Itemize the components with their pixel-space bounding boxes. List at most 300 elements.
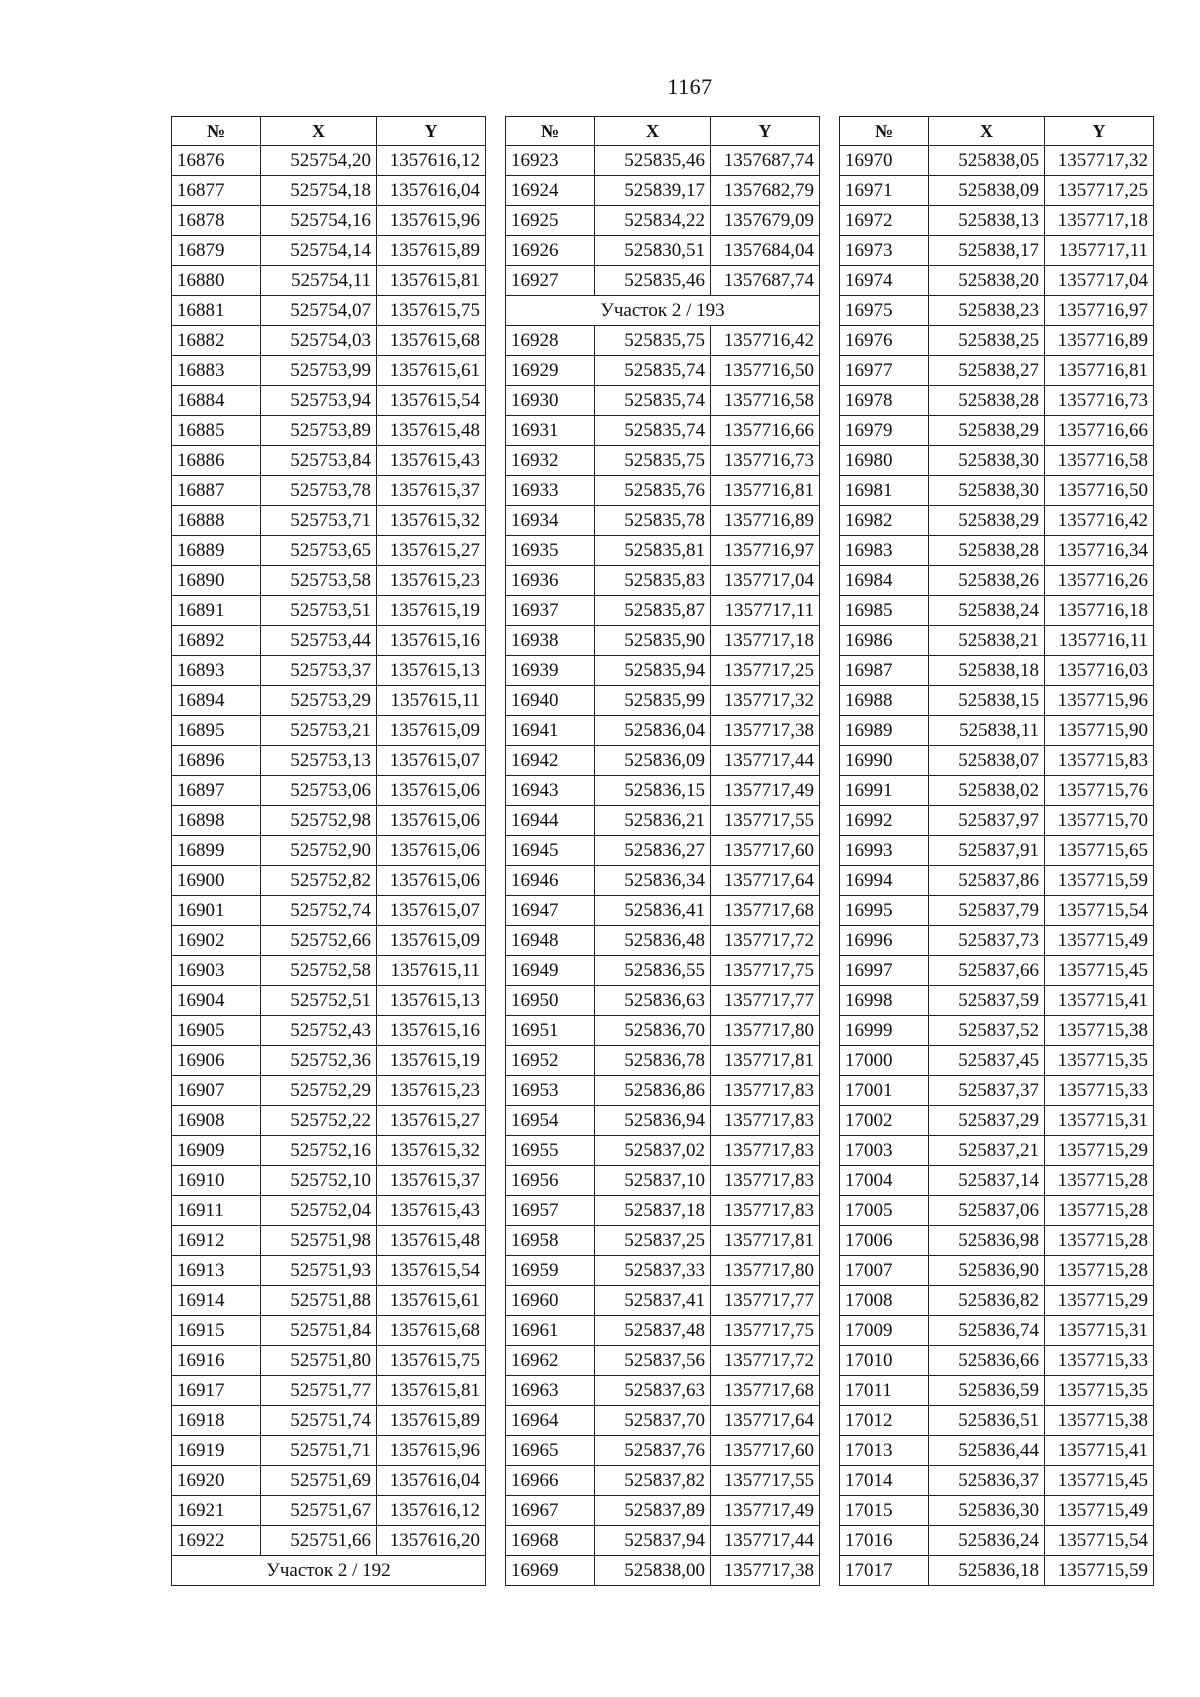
table-row xyxy=(840,536,1154,566)
table-row xyxy=(840,1106,1154,1136)
y-coordinate-cell: 1357717,72 xyxy=(711,1346,820,1376)
x-coordinate-cell: 525836,86 xyxy=(595,1076,711,1106)
table-row xyxy=(172,386,486,416)
point-number-cell: 16938 xyxy=(506,626,595,656)
x-coordinate-cell: 525835,78 xyxy=(595,506,711,536)
point-number-cell: 16970 xyxy=(840,146,929,176)
table-row xyxy=(172,146,486,176)
y-coordinate-cell: 1357615,89 xyxy=(377,236,486,266)
table-row xyxy=(506,656,820,686)
point-number-cell: 16876 xyxy=(172,146,261,176)
x-coordinate-cell: 525836,41 xyxy=(595,896,711,926)
table-row xyxy=(172,1076,486,1106)
point-number-cell: 17002 xyxy=(840,1106,929,1136)
y-coordinate-cell: 1357716,73 xyxy=(1045,386,1154,416)
y-coordinate-cell: 1357615,43 xyxy=(377,446,486,476)
x-coordinate-cell: 525753,99 xyxy=(261,356,377,386)
point-number-cell: 16956 xyxy=(506,1166,595,1196)
column-header-x: X xyxy=(261,117,377,146)
table-row xyxy=(840,1136,1154,1166)
y-coordinate-cell: 1357715,59 xyxy=(1045,1556,1154,1586)
x-coordinate-cell: 525837,89 xyxy=(595,1496,711,1526)
y-coordinate-cell: 1357715,49 xyxy=(1045,926,1154,956)
table-row xyxy=(506,866,820,896)
y-coordinate-cell: 1357717,55 xyxy=(711,1466,820,1496)
x-coordinate-cell: 525835,94 xyxy=(595,656,711,686)
x-coordinate-cell: 525837,86 xyxy=(929,866,1045,896)
x-coordinate-cell: 525753,65 xyxy=(261,536,377,566)
x-coordinate-cell: 525752,16 xyxy=(261,1136,377,1166)
table-row xyxy=(506,566,820,596)
x-coordinate-cell: 525754,07 xyxy=(261,296,377,326)
x-coordinate-cell: 525836,74 xyxy=(929,1316,1045,1346)
x-coordinate-cell: 525836,94 xyxy=(595,1106,711,1136)
point-number-cell: 16984 xyxy=(840,566,929,596)
x-coordinate-cell: 525753,21 xyxy=(261,716,377,746)
y-coordinate-cell: 1357615,09 xyxy=(377,716,486,746)
y-coordinate-cell: 1357715,45 xyxy=(1045,956,1154,986)
y-coordinate-cell: 1357715,33 xyxy=(1045,1346,1154,1376)
y-coordinate-cell: 1357716,89 xyxy=(711,506,820,536)
x-coordinate-cell: 525837,73 xyxy=(929,926,1045,956)
table-row xyxy=(172,1286,486,1316)
point-number-cell: 16886 xyxy=(172,446,261,476)
x-coordinate-cell: 525753,58 xyxy=(261,566,377,596)
y-coordinate-cell: 1357717,83 xyxy=(711,1106,820,1136)
y-coordinate-cell: 1357715,35 xyxy=(1045,1046,1154,1076)
table-row xyxy=(840,1166,1154,1196)
point-number-cell: 16941 xyxy=(506,716,595,746)
table-row xyxy=(840,926,1154,956)
y-coordinate-cell: 1357717,64 xyxy=(711,866,820,896)
y-coordinate-cell: 1357717,83 xyxy=(711,1166,820,1196)
point-number-cell: 16880 xyxy=(172,266,261,296)
table-row xyxy=(506,956,820,986)
table-row xyxy=(506,746,820,776)
x-coordinate-cell: 525835,90 xyxy=(595,626,711,656)
point-number-cell: 16964 xyxy=(506,1406,595,1436)
point-number-cell: 16885 xyxy=(172,416,261,446)
x-coordinate-cell: 525751,66 xyxy=(261,1526,377,1556)
point-number-cell: 16906 xyxy=(172,1046,261,1076)
y-coordinate-cell: 1357717,81 xyxy=(711,1226,820,1256)
point-number-cell: 16979 xyxy=(840,416,929,446)
x-coordinate-cell: 525752,98 xyxy=(261,806,377,836)
table-row xyxy=(172,806,486,836)
x-coordinate-cell: 525837,59 xyxy=(929,986,1045,1016)
y-coordinate-cell: 1357615,19 xyxy=(377,596,486,626)
table-row xyxy=(172,836,486,866)
table-row xyxy=(172,1436,486,1466)
x-coordinate-cell: 525835,87 xyxy=(595,596,711,626)
table-row xyxy=(840,1226,1154,1256)
table-row xyxy=(840,596,1154,626)
table-row xyxy=(172,206,486,236)
table-row xyxy=(506,176,820,206)
y-coordinate-cell: 1357615,06 xyxy=(377,866,486,896)
point-number-cell: 16917 xyxy=(172,1376,261,1406)
y-coordinate-cell: 1357616,12 xyxy=(377,146,486,176)
x-coordinate-cell: 525835,74 xyxy=(595,356,711,386)
x-coordinate-cell: 525837,21 xyxy=(929,1136,1045,1166)
y-coordinate-cell: 1357717,04 xyxy=(1045,266,1154,296)
y-coordinate-cell: 1357715,35 xyxy=(1045,1376,1154,1406)
point-number-cell: 16884 xyxy=(172,386,261,416)
point-number-cell: 16957 xyxy=(506,1196,595,1226)
y-coordinate-cell: 1357615,43 xyxy=(377,1196,486,1226)
table-row xyxy=(506,1556,820,1586)
point-number-cell: 16883 xyxy=(172,356,261,386)
table-row xyxy=(506,266,820,296)
x-coordinate-cell: 525836,98 xyxy=(929,1226,1045,1256)
column-header-x: X xyxy=(929,117,1045,146)
table-row xyxy=(840,896,1154,926)
x-coordinate-cell: 525838,29 xyxy=(929,506,1045,536)
y-coordinate-cell: 1357716,97 xyxy=(711,536,820,566)
point-number-cell: 16976 xyxy=(840,326,929,356)
y-coordinate-cell: 1357716,73 xyxy=(711,446,820,476)
table-row xyxy=(506,326,820,356)
y-coordinate-cell: 1357716,26 xyxy=(1045,566,1154,596)
point-number-cell: 17007 xyxy=(840,1256,929,1286)
y-coordinate-cell: 1357717,68 xyxy=(711,896,820,926)
point-number-cell: 16923 xyxy=(506,146,595,176)
y-coordinate-cell: 1357615,13 xyxy=(377,986,486,1016)
table-row xyxy=(840,686,1154,716)
table-row xyxy=(172,1226,486,1256)
x-coordinate-cell: 525751,74 xyxy=(261,1406,377,1436)
point-number-cell: 16996 xyxy=(840,926,929,956)
point-number-cell: 16983 xyxy=(840,536,929,566)
x-coordinate-cell: 525830,51 xyxy=(595,236,711,266)
point-number-cell: 16965 xyxy=(506,1436,595,1466)
table-row xyxy=(506,1016,820,1046)
table-row xyxy=(506,836,820,866)
x-coordinate-cell: 525836,70 xyxy=(595,1016,711,1046)
table-row xyxy=(506,1526,820,1556)
y-coordinate-cell: 1357717,80 xyxy=(711,1016,820,1046)
table-row xyxy=(506,236,820,266)
x-coordinate-cell: 525751,77 xyxy=(261,1376,377,1406)
table-row xyxy=(840,506,1154,536)
coordinate-table-left xyxy=(171,116,486,1586)
table-row xyxy=(172,1166,486,1196)
y-coordinate-cell: 1357615,48 xyxy=(377,1226,486,1256)
y-coordinate-cell: 1357717,64 xyxy=(711,1406,820,1436)
x-coordinate-cell: 525753,29 xyxy=(261,686,377,716)
point-number-cell: 16908 xyxy=(172,1106,261,1136)
x-coordinate-cell: 525838,25 xyxy=(929,326,1045,356)
table-row xyxy=(840,1526,1154,1556)
x-coordinate-cell: 525836,21 xyxy=(595,806,711,836)
point-number-cell: 16909 xyxy=(172,1136,261,1166)
table-row xyxy=(840,1256,1154,1286)
point-number-cell: 16950 xyxy=(506,986,595,1016)
y-coordinate-cell: 1357716,97 xyxy=(1045,296,1154,326)
point-number-cell: 17015 xyxy=(840,1496,929,1526)
point-number-cell: 16894 xyxy=(172,686,261,716)
x-coordinate-cell: 525837,56 xyxy=(595,1346,711,1376)
x-coordinate-cell: 525838,17 xyxy=(929,236,1045,266)
table-row xyxy=(840,446,1154,476)
x-coordinate-cell: 525752,22 xyxy=(261,1106,377,1136)
y-coordinate-cell: 1357615,37 xyxy=(377,1166,486,1196)
x-coordinate-cell: 525838,21 xyxy=(929,626,1045,656)
point-number-cell: 16919 xyxy=(172,1436,261,1466)
point-number-cell: 16910 xyxy=(172,1166,261,1196)
table-row xyxy=(172,506,486,536)
x-coordinate-cell: 525837,41 xyxy=(595,1286,711,1316)
x-coordinate-cell: 525837,45 xyxy=(929,1046,1045,1076)
table-row xyxy=(840,1316,1154,1346)
x-coordinate-cell: 525835,99 xyxy=(595,686,711,716)
x-coordinate-cell: 525837,37 xyxy=(929,1076,1045,1106)
point-number-cell: 16936 xyxy=(506,566,595,596)
x-coordinate-cell: 525751,88 xyxy=(261,1286,377,1316)
table-row xyxy=(172,356,486,386)
table-row xyxy=(172,1316,486,1346)
table-row xyxy=(172,1526,486,1556)
point-number-cell: 16898 xyxy=(172,806,261,836)
point-number-cell: 16945 xyxy=(506,836,595,866)
y-coordinate-cell: 1357717,32 xyxy=(711,686,820,716)
table-header-row xyxy=(506,117,820,146)
table-row xyxy=(506,1106,820,1136)
point-number-cell: 16953 xyxy=(506,1076,595,1106)
point-number-cell: 16959 xyxy=(506,1256,595,1286)
x-coordinate-cell: 525752,43 xyxy=(261,1016,377,1046)
x-coordinate-cell: 525838,07 xyxy=(929,746,1045,776)
x-coordinate-cell: 525838,20 xyxy=(929,266,1045,296)
y-coordinate-cell: 1357715,45 xyxy=(1045,1466,1154,1496)
table-row xyxy=(172,476,486,506)
y-coordinate-cell: 1357716,58 xyxy=(1045,446,1154,476)
y-coordinate-cell: 1357716,42 xyxy=(711,326,820,356)
x-coordinate-cell: 525838,30 xyxy=(929,476,1045,506)
y-coordinate-cell: 1357615,23 xyxy=(377,566,486,596)
x-coordinate-cell: 525838,29 xyxy=(929,416,1045,446)
x-coordinate-cell: 525837,06 xyxy=(929,1196,1045,1226)
table-row xyxy=(840,356,1154,386)
table-row xyxy=(840,176,1154,206)
x-coordinate-cell: 525837,79 xyxy=(929,896,1045,926)
table-row xyxy=(172,236,486,266)
y-coordinate-cell: 1357715,90 xyxy=(1045,716,1154,746)
table-row xyxy=(172,566,486,596)
point-number-cell: 16961 xyxy=(506,1316,595,1346)
table-row xyxy=(840,296,1154,326)
y-coordinate-cell: 1357615,68 xyxy=(377,1316,486,1346)
point-number-cell: 17003 xyxy=(840,1136,929,1166)
y-coordinate-cell: 1357717,32 xyxy=(1045,146,1154,176)
y-coordinate-cell: 1357615,61 xyxy=(377,1286,486,1316)
point-number-cell: 17017 xyxy=(840,1556,929,1586)
y-coordinate-cell: 1357679,09 xyxy=(711,206,820,236)
point-number-cell: 16913 xyxy=(172,1256,261,1286)
page-number: 1167 xyxy=(667,74,713,99)
x-coordinate-cell: 525836,04 xyxy=(595,716,711,746)
x-coordinate-cell: 525838,02 xyxy=(929,776,1045,806)
table-row xyxy=(506,596,820,626)
point-number-cell: 16995 xyxy=(840,896,929,926)
point-number-cell: 16901 xyxy=(172,896,261,926)
x-coordinate-cell: 525752,10 xyxy=(261,1166,377,1196)
y-coordinate-cell: 1357717,04 xyxy=(711,566,820,596)
table-row xyxy=(840,1196,1154,1226)
x-coordinate-cell: 525836,90 xyxy=(929,1256,1045,1286)
point-number-cell: 16997 xyxy=(840,956,929,986)
x-coordinate-cell: 525837,94 xyxy=(595,1526,711,1556)
x-coordinate-cell: 525836,30 xyxy=(929,1496,1045,1526)
y-coordinate-cell: 1357615,37 xyxy=(377,476,486,506)
table-row xyxy=(506,1496,820,1526)
x-coordinate-cell: 525752,29 xyxy=(261,1076,377,1106)
point-number-cell: 16902 xyxy=(172,926,261,956)
y-coordinate-cell: 1357616,04 xyxy=(377,176,486,206)
column-header-y: Y xyxy=(711,117,820,146)
point-number-cell: 16987 xyxy=(840,656,929,686)
y-coordinate-cell: 1357716,50 xyxy=(1045,476,1154,506)
x-coordinate-cell: 525836,09 xyxy=(595,746,711,776)
x-coordinate-cell: 525752,04 xyxy=(261,1196,377,1226)
point-number-cell: 16975 xyxy=(840,296,929,326)
y-coordinate-cell: 1357717,77 xyxy=(711,1286,820,1316)
x-coordinate-cell: 525834,22 xyxy=(595,206,711,236)
point-number-cell: 16974 xyxy=(840,266,929,296)
table-row xyxy=(840,416,1154,446)
table-row xyxy=(172,1046,486,1076)
x-coordinate-cell: 525838,13 xyxy=(929,206,1045,236)
x-coordinate-cell: 525838,28 xyxy=(929,536,1045,566)
point-number-cell: 16890 xyxy=(172,566,261,596)
table-row xyxy=(840,866,1154,896)
table-row xyxy=(840,1436,1154,1466)
point-number-cell: 16966 xyxy=(506,1466,595,1496)
table-row xyxy=(840,1016,1154,1046)
y-coordinate-cell: 1357615,06 xyxy=(377,776,486,806)
point-number-cell: 16928 xyxy=(506,326,595,356)
table-row xyxy=(506,1406,820,1436)
y-coordinate-cell: 1357717,18 xyxy=(711,626,820,656)
y-coordinate-cell: 1357615,48 xyxy=(377,416,486,446)
table-row xyxy=(506,446,820,476)
point-number-cell: 16937 xyxy=(506,596,595,626)
y-coordinate-cell: 1357615,75 xyxy=(377,1346,486,1376)
table-row xyxy=(840,836,1154,866)
x-coordinate-cell: 525836,59 xyxy=(929,1376,1045,1406)
x-coordinate-cell: 525835,83 xyxy=(595,566,711,596)
table-row xyxy=(172,1106,486,1136)
point-number-cell: 16924 xyxy=(506,176,595,206)
point-number-cell: 16955 xyxy=(506,1136,595,1166)
table-row xyxy=(172,626,486,656)
point-number-cell: 16986 xyxy=(840,626,929,656)
y-coordinate-cell: 1357716,42 xyxy=(1045,506,1154,536)
table-row xyxy=(840,1076,1154,1106)
point-number-cell: 16925 xyxy=(506,206,595,236)
point-number-cell: 16918 xyxy=(172,1406,261,1436)
table-row xyxy=(172,716,486,746)
x-coordinate-cell: 525836,37 xyxy=(929,1466,1045,1496)
table-header-row xyxy=(172,117,486,146)
y-coordinate-cell: 1357717,55 xyxy=(711,806,820,836)
table-row xyxy=(840,236,1154,266)
y-coordinate-cell: 1357615,06 xyxy=(377,806,486,836)
x-coordinate-cell: 525754,14 xyxy=(261,236,377,266)
x-coordinate-cell: 525754,18 xyxy=(261,176,377,206)
y-coordinate-cell: 1357684,04 xyxy=(711,236,820,266)
y-coordinate-cell: 1357715,96 xyxy=(1045,686,1154,716)
column-header-number: № xyxy=(840,117,929,146)
x-coordinate-cell: 525838,00 xyxy=(595,1556,711,1586)
y-coordinate-cell: 1357715,41 xyxy=(1045,1436,1154,1466)
y-coordinate-cell: 1357715,33 xyxy=(1045,1076,1154,1106)
point-number-cell: 16982 xyxy=(840,506,929,536)
column-header-y: Y xyxy=(377,117,486,146)
y-coordinate-cell: 1357615,32 xyxy=(377,506,486,536)
section-row xyxy=(172,1556,486,1586)
point-number-cell: 17011 xyxy=(840,1376,929,1406)
y-coordinate-cell: 1357715,70 xyxy=(1045,806,1154,836)
x-coordinate-cell: 525752,66 xyxy=(261,926,377,956)
table-row xyxy=(840,266,1154,296)
y-coordinate-cell: 1357717,49 xyxy=(711,776,820,806)
x-coordinate-cell: 525837,97 xyxy=(929,806,1045,836)
table-row xyxy=(506,506,820,536)
point-number-cell: 16934 xyxy=(506,506,595,536)
point-number-cell: 16954 xyxy=(506,1106,595,1136)
y-coordinate-cell: 1357715,29 xyxy=(1045,1286,1154,1316)
point-number-cell: 17006 xyxy=(840,1226,929,1256)
point-number-cell: 16922 xyxy=(172,1526,261,1556)
point-number-cell: 16977 xyxy=(840,356,929,386)
x-coordinate-cell: 525754,11 xyxy=(261,266,377,296)
x-coordinate-cell: 525752,58 xyxy=(261,956,377,986)
point-number-cell: 16971 xyxy=(840,176,929,206)
x-coordinate-cell: 525838,15 xyxy=(929,686,1045,716)
point-number-cell: 17013 xyxy=(840,1436,929,1466)
x-coordinate-cell: 525837,02 xyxy=(595,1136,711,1166)
table-row xyxy=(840,386,1154,416)
table-row xyxy=(172,866,486,896)
column-header-y: Y xyxy=(1045,117,1154,146)
table-row xyxy=(506,806,820,836)
point-number-cell: 16951 xyxy=(506,1016,595,1046)
point-number-cell: 16899 xyxy=(172,836,261,866)
point-number-cell: 16981 xyxy=(840,476,929,506)
y-coordinate-cell: 1357716,81 xyxy=(711,476,820,506)
y-coordinate-cell: 1357615,11 xyxy=(377,686,486,716)
x-coordinate-cell: 525836,24 xyxy=(929,1526,1045,1556)
table-row xyxy=(840,806,1154,836)
point-number-cell: 16973 xyxy=(840,236,929,266)
point-number-cell: 16932 xyxy=(506,446,595,476)
y-coordinate-cell: 1357715,65 xyxy=(1045,836,1154,866)
point-number-cell: 16921 xyxy=(172,1496,261,1526)
y-coordinate-cell: 1357715,29 xyxy=(1045,1136,1154,1166)
point-number-cell: 16952 xyxy=(506,1046,595,1076)
point-number-cell: 16896 xyxy=(172,746,261,776)
table-row xyxy=(506,1466,820,1496)
table-row xyxy=(840,626,1154,656)
y-coordinate-cell: 1357715,54 xyxy=(1045,1526,1154,1556)
y-coordinate-cell: 1357615,96 xyxy=(377,1436,486,1466)
column-header-number: № xyxy=(506,117,595,146)
point-number-cell: 16930 xyxy=(506,386,595,416)
y-coordinate-cell: 1357716,81 xyxy=(1045,356,1154,386)
table-row xyxy=(172,1196,486,1226)
y-coordinate-cell: 1357715,28 xyxy=(1045,1166,1154,1196)
